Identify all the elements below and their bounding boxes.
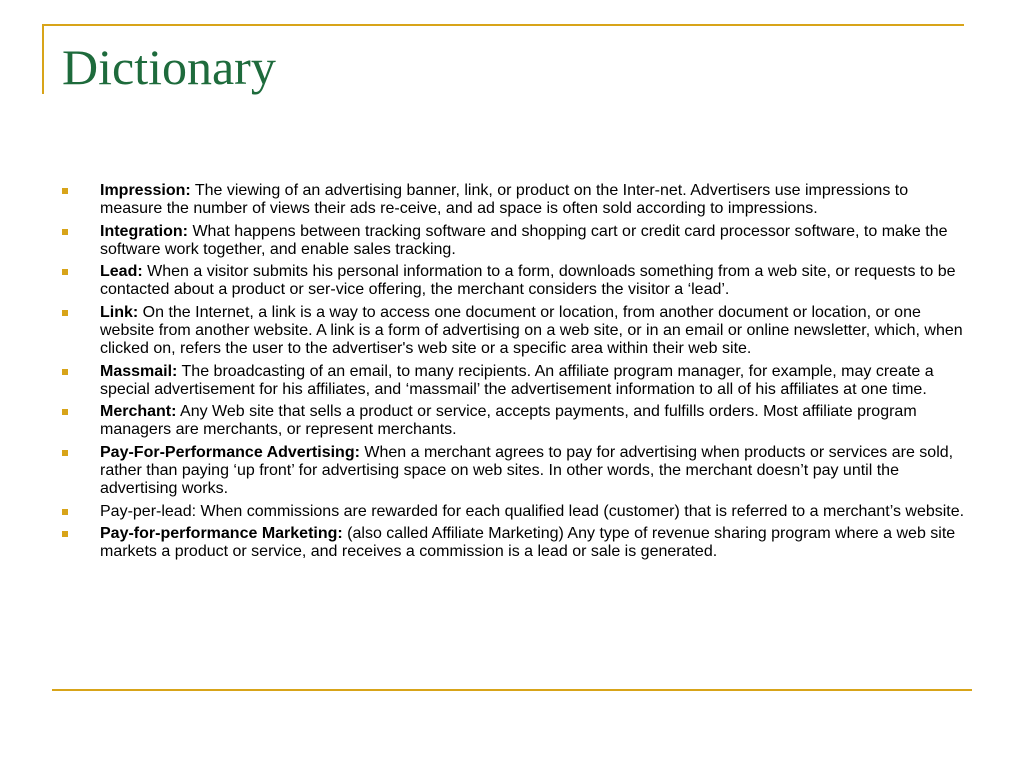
- list-item: [62, 444, 967, 499]
- list-item: [62, 263, 967, 299]
- list-item: [62, 223, 967, 259]
- entry-term: Pay-For-Performance Advertising:: [100, 443, 360, 461]
- top-rule: [42, 24, 964, 26]
- square-bullet-icon: [62, 450, 68, 456]
- left-rule: [42, 24, 44, 94]
- page-title: Dictionary: [62, 39, 276, 95]
- entry-term: Massmail:: [100, 362, 178, 380]
- list-item: [62, 403, 967, 439]
- entry-definition: What happens between tracking software and shopping cart or credit card processor software, to make the software work together, and enable sales tracking.: [100, 222, 948, 258]
- square-bullet-icon: [62, 509, 68, 515]
- entry-term: Link:: [100, 303, 139, 321]
- list-item: [62, 363, 967, 399]
- square-bullet-icon: [62, 188, 68, 194]
- square-bullet-icon: [62, 369, 68, 375]
- list-item: [62, 503, 967, 521]
- entry-term: Lead:: [100, 263, 143, 281]
- entry-term: Merchant:: [100, 403, 177, 421]
- entry-definition: When a visitor submits his personal information to a form, downloads something from a web site, or requests to be contacted about a product or ser-vice offering, the merchant considers the visitor a ‘lead’.: [100, 263, 956, 299]
- list-item: [62, 304, 967, 359]
- entry-definition: The broadcasting of an email, to many recipients. An affiliate program manager, for example, may create a special advertisement for his affiliates, and ‘massmail’ the advertisement information to all of his affiliates at one time.: [100, 362, 934, 398]
- list-item: [62, 525, 967, 561]
- square-bullet-icon: [62, 229, 68, 235]
- entry-definition: On the Internet, a link is a way to access one document or location, from another document or location, or one website from another website. A link is a form of advertising on a web site, or in an email or online newsletter, which, when clicked on, refers the user to the advertiser's web site or a specific area within their web site.: [100, 303, 963, 358]
- entry-definition: When a merchant agrees to pay for advertising when products or services are sold, rather than paying ‘up front’ for advertising space on web sites. In other words, the merchant doesn’t pay until the advertising works.: [100, 443, 954, 498]
- square-bullet-icon: [62, 269, 68, 275]
- entry-definition: (also called Affiliate Marketing) Any type of revenue sharing program where a web site markets a product or service, and receives a commission is a lead or sale is generated.: [100, 524, 956, 561]
- entry-definition: Pay-per-lead: When commissions are rewarded for each qualified lead (customer) that is referred to a merchant’s website.: [100, 502, 965, 520]
- entry-definition: The viewing of an advertising banner, link, or product on the Inter-net. Advertisers use impressions to measure the number of views their ads re-ceive, and ad space is often sold according to impressions.: [100, 182, 909, 218]
- square-bullet-icon: [62, 531, 68, 537]
- entry-term: Integration:: [100, 222, 188, 240]
- square-bullet-icon: [62, 310, 68, 316]
- list-item: [62, 182, 967, 218]
- entry-term: Impression:: [100, 182, 191, 199]
- entry-term: Pay-for-performance Marketing:: [100, 524, 343, 542]
- bottom-rule: [52, 689, 972, 691]
- dictionary-list: [62, 182, 967, 566]
- square-bullet-icon: [62, 409, 68, 415]
- entry-definition: Any Web site that sells a product or service, accepts payments, and fulfills orders. Most affiliate program managers are merchants, or represent merchants.: [100, 403, 917, 439]
